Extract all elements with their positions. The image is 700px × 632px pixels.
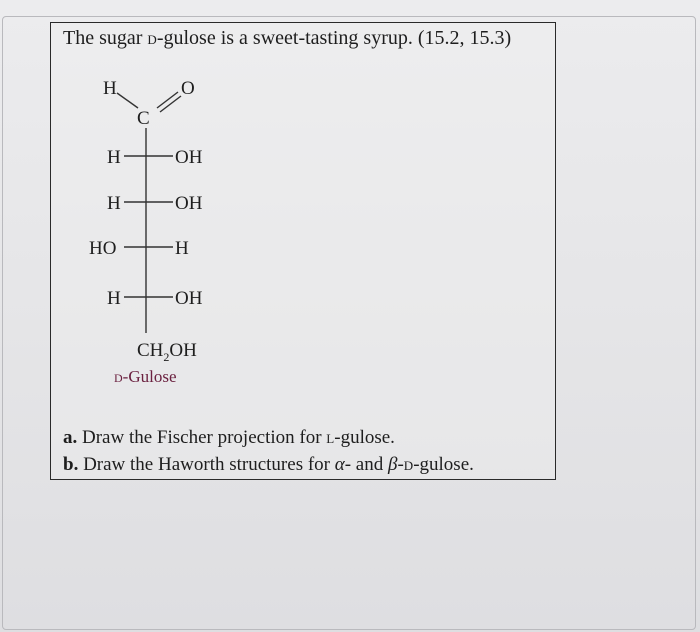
question-a-smallcaps: l (326, 427, 335, 447)
question-a (63, 424, 474, 451)
row2-right-label: OH (175, 193, 203, 214)
row4-left-label: H (107, 288, 121, 309)
row1-left-label: H (107, 147, 121, 168)
question-a-letter: a. (63, 427, 78, 448)
compound-name-rest: -Gulose (122, 367, 177, 386)
problem-intro-after: -gulose is a sweet-tasting syrup. (15.2, 15.3) (156, 27, 512, 49)
row4-right-label: OH (175, 288, 203, 309)
ch2oh-ch: CH (137, 340, 164, 361)
question-a-text-after: -gulose. (334, 427, 395, 448)
oxygen-label: O (181, 78, 195, 99)
question-b-text-mid: - and (344, 454, 388, 475)
row3-left-label: HO (89, 238, 117, 259)
problem-intro-smallcaps: d (147, 28, 157, 49)
question-b-dash: - (397, 454, 404, 475)
question-a-text-before: Draw the Fischer projection for (77, 427, 327, 448)
row3-right-label: H (175, 238, 189, 259)
question-b (63, 451, 474, 478)
problem-box (50, 22, 556, 480)
row1-right-label: OH (175, 147, 203, 168)
question-b-letter: b. (63, 454, 79, 475)
problem-statement (63, 26, 511, 51)
ch2oh-subscript: 2 (163, 350, 170, 364)
carbon-label: C (137, 108, 150, 129)
question-b-text-before: Draw the Haworth structures for (78, 454, 335, 475)
compound-name-prefix: d (114, 367, 123, 386)
aldehyde-h-label: H (103, 78, 117, 99)
problem-intro-before: The sugar (63, 27, 148, 49)
beta-symbol: β (388, 454, 398, 475)
questions-list (63, 424, 474, 478)
ch2oh-oh: OH (169, 340, 197, 361)
row2-left-label: H (107, 193, 121, 214)
question-b-text-after: -gulose. (413, 454, 474, 475)
question-b-smallcaps: d (403, 454, 414, 474)
alpha-symbol: α (334, 454, 345, 475)
